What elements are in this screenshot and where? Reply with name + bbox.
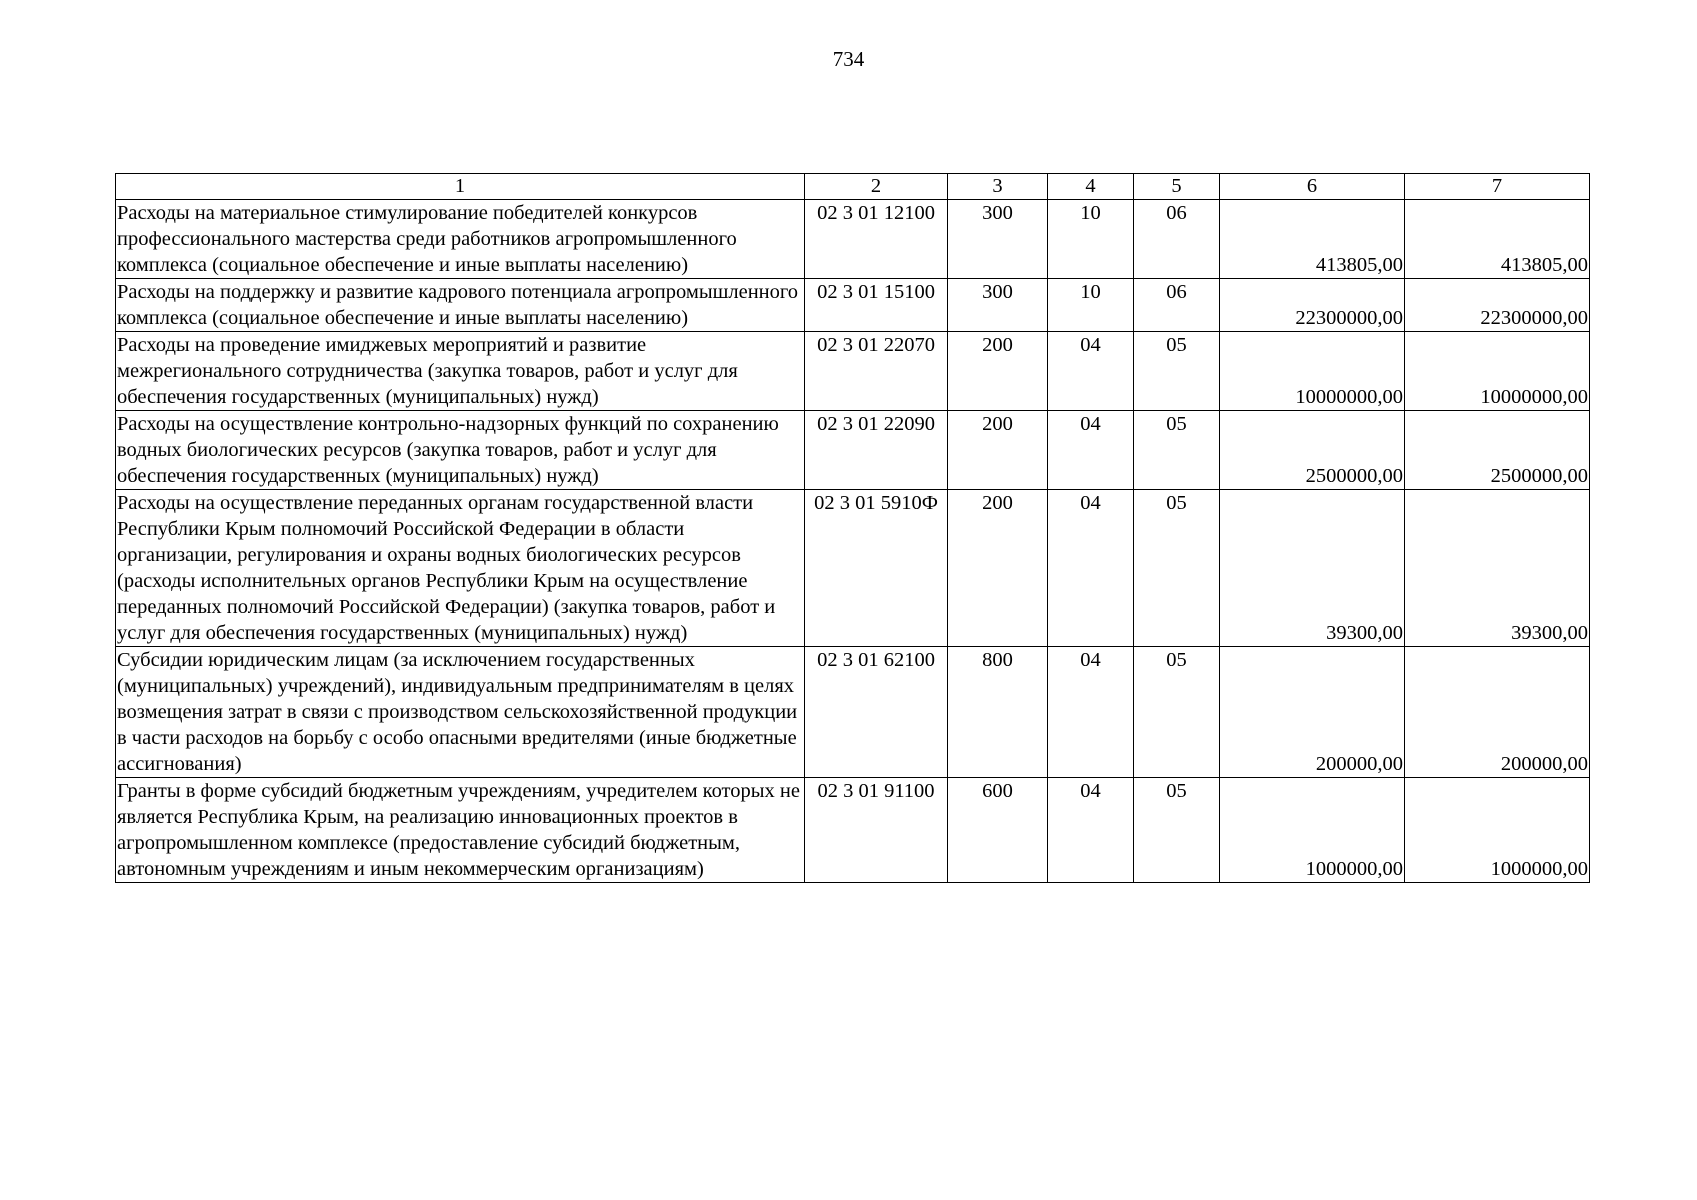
row-expense-type: 300 xyxy=(948,200,1048,279)
row-sum-col7: 200000,00 xyxy=(1405,647,1590,778)
row-subsection: 05 xyxy=(1134,778,1220,883)
row-description: Субсидии юридическим лицам (за исключением государственных (муниципальных) учреждений), индивидуальным предпринимателям в целях возмещения затрат в связи с производством сельскохозяйственной продукции в части расходов на борьбу с особо опасными вредителями (иные бюджетные ассигнования) xyxy=(116,647,805,778)
row-expense-type: 300 xyxy=(948,279,1048,332)
header-row xyxy=(116,174,1590,200)
row-sum-col7: 22300000,00 xyxy=(1405,279,1590,332)
table-row xyxy=(116,200,1590,279)
table-row xyxy=(116,778,1590,883)
row-sum-col6: 413805,00 xyxy=(1220,200,1405,279)
row-code: 02 3 01 5910Ф xyxy=(805,490,948,647)
row-description: Расходы на поддержку и развитие кадрового потенциала агропромышленного комплекса (социальное обеспечение и иные выплаты населению) xyxy=(116,279,805,332)
table-row xyxy=(116,279,1590,332)
row-section: 04 xyxy=(1048,332,1134,411)
row-expense-type: 200 xyxy=(948,490,1048,647)
row-expense-type: 200 xyxy=(948,411,1048,490)
row-sum-col7: 1000000,00 xyxy=(1405,778,1590,883)
row-sum-col6: 200000,00 xyxy=(1220,647,1405,778)
row-sum-col6: 22300000,00 xyxy=(1220,279,1405,332)
row-sum-col7: 2500000,00 xyxy=(1405,411,1590,490)
table-row xyxy=(116,647,1590,778)
row-code: 02 3 01 15100 xyxy=(805,279,948,332)
row-subsection: 05 xyxy=(1134,411,1220,490)
column-header: 1 xyxy=(116,174,805,200)
row-sum-col6: 2500000,00 xyxy=(1220,411,1405,490)
row-description: Расходы на осуществление контрольно-надзорных функций по сохранению водных биологических ресурсов (закупка товаров, работ и услуг для обеспечения государственных (муниципальных) нужд) xyxy=(116,411,805,490)
row-subsection: 05 xyxy=(1134,490,1220,647)
row-section: 04 xyxy=(1048,411,1134,490)
row-sum-col7: 413805,00 xyxy=(1405,200,1590,279)
row-sum-col6: 39300,00 xyxy=(1220,490,1405,647)
row-section: 04 xyxy=(1048,490,1134,647)
table-row xyxy=(116,490,1590,647)
column-header: 6 xyxy=(1220,174,1405,200)
row-code: 02 3 01 22090 xyxy=(805,411,948,490)
row-section: 10 xyxy=(1048,200,1134,279)
column-header: 4 xyxy=(1048,174,1134,200)
row-section: 04 xyxy=(1048,647,1134,778)
column-header: 2 xyxy=(805,174,948,200)
column-header: 5 xyxy=(1134,174,1220,200)
row-subsection: 05 xyxy=(1134,647,1220,778)
column-header: 3 xyxy=(948,174,1048,200)
row-sum-col6: 1000000,00 xyxy=(1220,778,1405,883)
row-description: Гранты в форме субсидий бюджетным учреждениям, учредителем которых не является Республика Крым, на реализацию инновационных проектов в агропромышленном комплексе (предоставление субсидий бюджетным, автономным учреждениям и иным некоммерческим организациям) xyxy=(116,778,805,883)
row-sum-col7: 10000000,00 xyxy=(1405,332,1590,411)
row-description: Расходы на проведение имиджевых мероприятий и развитие межрегионального сотрудничества (закупка товаров, работ и услуг для обеспечения государственных (муниципальных) нужд) xyxy=(116,332,805,411)
row-subsection: 05 xyxy=(1134,332,1220,411)
column-header: 7 xyxy=(1405,174,1590,200)
row-code: 02 3 01 22070 xyxy=(805,332,948,411)
row-code: 02 3 01 62100 xyxy=(805,647,948,778)
row-expense-type: 800 xyxy=(948,647,1048,778)
row-section: 04 xyxy=(1048,778,1134,883)
table-row xyxy=(116,411,1590,490)
row-expense-type: 600 xyxy=(948,778,1048,883)
row-sum-col6: 10000000,00 xyxy=(1220,332,1405,411)
row-code: 02 3 01 12100 xyxy=(805,200,948,279)
page-number: 734 xyxy=(832,47,865,71)
row-section: 10 xyxy=(1048,279,1134,332)
row-sum-col7: 39300,00 xyxy=(1405,490,1590,647)
budget-table xyxy=(115,173,1590,883)
row-subsection: 06 xyxy=(1134,200,1220,279)
row-description: Расходы на материальное стимулирование победителей конкурсов профессионального мастерства среди работников агропромышленного комплекса (социальное обеспечение и иные выплаты населению) xyxy=(116,200,805,279)
row-description: Расходы на осуществление переданных органам государственной власти Республики Крым полномочий Российской Федерации в области организации, регулирования и охраны водных биологических ресурсов (расходы исполнительных органов Республики Крым на осуществление переданных полномочий Российской Федерации) (закупка товаров, работ и услуг для обеспечения государственных (муниципальных) нужд) xyxy=(116,490,805,647)
row-subsection: 06 xyxy=(1134,279,1220,332)
row-expense-type: 200 xyxy=(948,332,1048,411)
table-row xyxy=(116,332,1590,411)
row-code: 02 3 01 91100 xyxy=(805,778,948,883)
